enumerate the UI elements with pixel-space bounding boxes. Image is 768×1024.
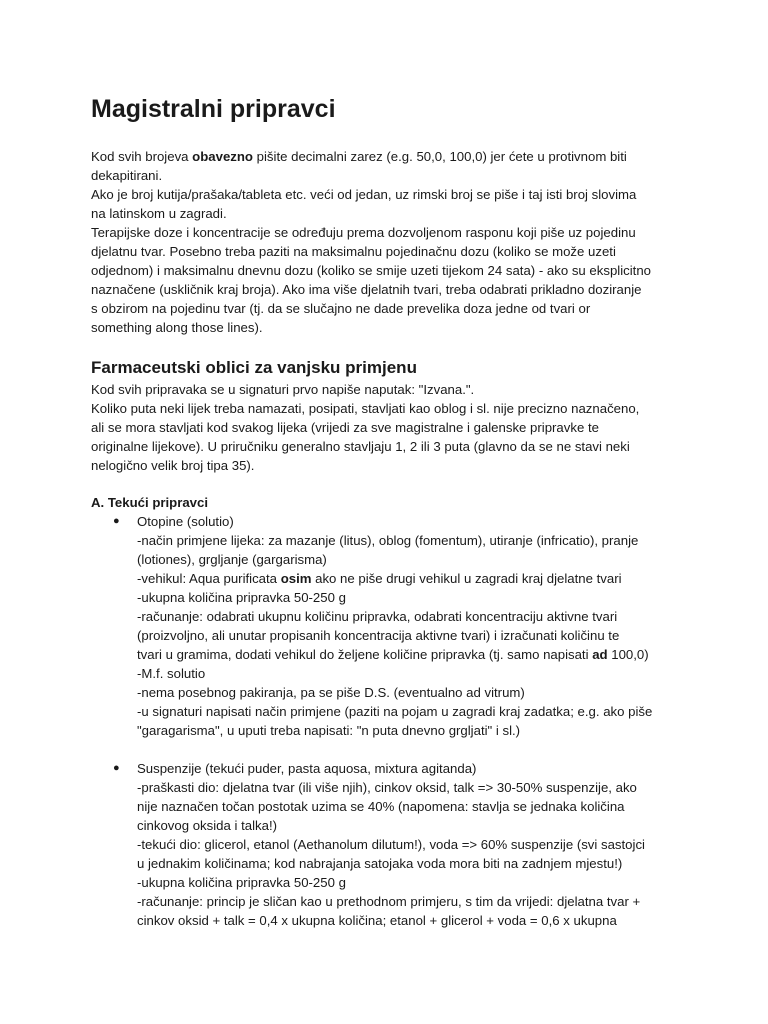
document-body <box>91 92 691 930</box>
intro-line: Terapijske doze i koncentracije se određuju prema dozvoljenom rasponu koji piše uz pojedinu <box>91 225 636 240</box>
bullet-icon: ● <box>113 762 120 774</box>
intro-line <box>91 147 691 166</box>
bold-text: osim <box>280 571 312 586</box>
text-run: ako ne piše drugi vehikul u zagradi kraj djelatne tvari <box>311 571 622 586</box>
intro-line: dekapitirani. <box>91 168 163 183</box>
item-line: cinkov oksid + talk = 0,4 x ukupna količina; etanol + glicerol + voda = 0,6 x ukupna <box>137 913 617 928</box>
item-line: -u signaturi napisati način primjene (paziti na pojam u zagradi kraj zadatka; e.g. ako piše <box>137 704 653 719</box>
bullet-icon: ● <box>113 515 120 527</box>
page-title: Magistralni pripravci <box>91 95 336 123</box>
item-line: u jednakim količinama; kod nabrajanja satojaka voda mora biti na zadnjem mjestu!) <box>137 856 623 871</box>
intro-line: odjednom) i maksimalnu dnevnu dozu (koliko se smije uzeti tijekom 24 sata) - ako su eksplicitno <box>91 263 651 278</box>
bold-text: ad <box>592 647 608 662</box>
item-line: "garagarisma", u uputi treba napisati: "n puta dnevno grgljati" i sl.) <box>137 723 521 738</box>
intro-line: s obzirom na pojedinu tvar (tj. da se slučajno ne dade prevelika doza jedne od tvari or <box>91 301 591 316</box>
text-run: pišite decimalni zarez (e.g. 50,0, 100,0) jer ćete u protivnom biti <box>253 149 627 164</box>
item-line: nije naznačen točan postotak uzima se 40% (napomena: stavlja se jednaka količina <box>137 799 625 814</box>
intro-line: djelatnu tvar. Posebno treba paziti na maksimalnu pojedinačnu dozu (koliko se može uzeti <box>91 244 616 259</box>
section-line: Koliko puta neki lijek treba namazati, posipati, stavljati kao oblog i sl. nije precizno naznačeno, <box>91 401 640 416</box>
intro-line: na latinskom u zagradi. <box>91 206 227 221</box>
item-line: -ukupna količina pripravka 50-250 g <box>137 875 346 890</box>
item-line: cinkovog oksida i talka!) <box>137 818 278 833</box>
section-line: ali se mora stavljati kod svakog lijeka (vrijedi za sve magistralne i galenske pripravke te <box>91 420 599 435</box>
item-line: -računanje: odabrati ukupnu količinu pripravka, odabrati koncentraciju aktivne tvari <box>137 609 618 624</box>
item-line: -tekući dio: glicerol, etanol (Aethanolum dilutum!), voda => 60% suspenzije (svi sastojci <box>137 837 645 852</box>
subsection-heading: A. Tekući pripravci <box>91 495 209 510</box>
item-line <box>137 645 691 664</box>
text-run: tvari u gramima, dodati vehikul do željene količine pripravka (tj. samo napisati <box>137 647 593 662</box>
item-line: -računanje: princip je sličan kao u prethodnom primjeru, s tim da vrijedi: djelatna tvar + <box>137 894 641 909</box>
item-line: -ukupna količina pripravka 50-250 g <box>137 590 346 605</box>
item-line: -praškasti dio: djelatna tvar (ili više njih), cinkov oksid, talk => 30-50% suspenzije, ako <box>137 780 637 795</box>
list-item <box>91 759 691 930</box>
intro-line: something along those lines). <box>91 320 263 335</box>
list-item <box>91 512 691 740</box>
item-title: Otopine (solutio) <box>137 514 234 529</box>
intro-line: Ako je broj kutija/prašaka/tableta etc. veći od jedan, uz rimski broj se piše i taj isti broj slovima <box>91 187 637 202</box>
bold-text: obavezno <box>192 149 253 164</box>
item-title: Suspenzije (tekući puder, pasta aquosa, mixtura agitanda) <box>137 761 477 776</box>
item-line: -nema posebnog pakiranja, pa se piše D.S. (eventualno ad vitrum) <box>137 685 525 700</box>
section-body <box>91 380 691 475</box>
item-line <box>137 569 691 588</box>
bullet-list <box>91 512 691 930</box>
section-line: nelogično velik broj tipa 35). <box>91 458 255 473</box>
section-line: Kod svih pripravaka se u signaturi prvo napiše naputak: "Izvana.". <box>91 382 475 397</box>
text-run: -vehikul: Aqua purificata <box>137 571 281 586</box>
intro-line: naznačene (uskličnik kraj broja). Ako ima više djelatnih tvari, treba odabrati prikladno doziranje <box>91 282 642 297</box>
text-run: Kod svih brojeva <box>91 149 193 164</box>
item-line: (proizvoljno, ali unutar propisanih koncentracija aktivne tvari) i izračunati količinu te <box>137 628 620 643</box>
intro-section <box>91 147 691 337</box>
text-run: 100,0) <box>607 647 649 662</box>
section-heading: Farmaceutski oblici za vanjsku primjenu <box>91 358 417 377</box>
item-line: (lotiones), grgljanje (gargarisma) <box>137 552 327 567</box>
item-line: -M.f. solutio <box>137 666 206 681</box>
section-line: originalne lijekove). U priručniku generalno stavljaju 1, 2 ili 3 puta (glavno da se ne stavi neki <box>91 439 630 454</box>
item-line: -način primjene lijeka: za mazanje (litus), oblog (fomentum), utiranje (infricatio), pranje <box>137 533 639 548</box>
